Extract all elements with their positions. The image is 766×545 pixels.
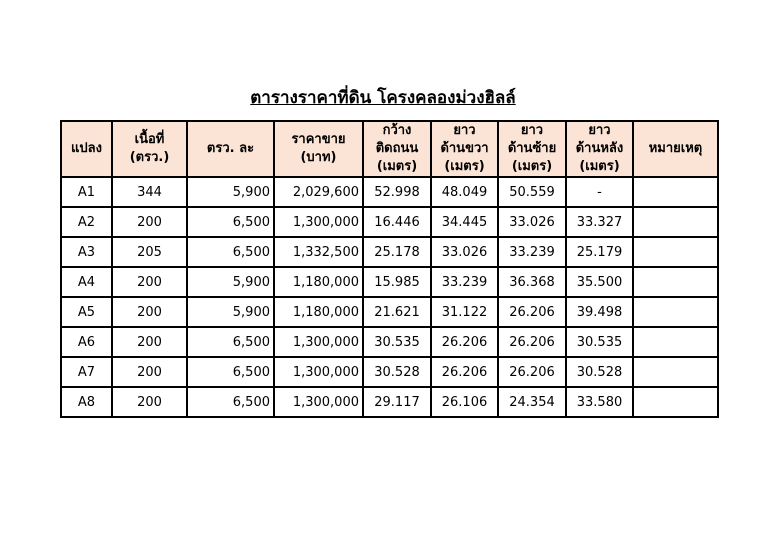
table-row xyxy=(61,237,718,267)
table-cell xyxy=(633,297,718,327)
table-cell: 26.206 xyxy=(431,327,498,357)
table-cell: 1,300,000 xyxy=(274,207,363,237)
column-header: แปลง xyxy=(61,121,112,177)
table-cell: 16.446 xyxy=(363,207,431,237)
table-cell: 33.239 xyxy=(431,267,498,297)
column-header: กว้าง ติดถนน (เมตร) xyxy=(363,121,431,177)
table-cell: A4 xyxy=(61,267,112,297)
table-cell: 200 xyxy=(112,297,187,327)
table-cell: A5 xyxy=(61,297,112,327)
table-cell: A1 xyxy=(61,177,112,207)
table-cell: 33.580 xyxy=(566,387,633,417)
table-cell xyxy=(633,327,718,357)
table-cell: 205 xyxy=(112,237,187,267)
table-cell: - xyxy=(566,177,633,207)
table-cell: 6,500 xyxy=(187,357,274,387)
column-header: เนื้อที่ (ตรว.) xyxy=(112,121,187,177)
table-cell: 33.026 xyxy=(498,207,566,237)
table-cell: 31.122 xyxy=(431,297,498,327)
table-cell: 25.179 xyxy=(566,237,633,267)
column-header: ยาว ด้านหลัง (เมตร) xyxy=(566,121,633,177)
table-cell: 26.206 xyxy=(498,297,566,327)
table-row xyxy=(61,387,718,417)
table-cell: 25.178 xyxy=(363,237,431,267)
table-cell: 30.528 xyxy=(363,357,431,387)
table-cell: 1,300,000 xyxy=(274,327,363,357)
table-row xyxy=(61,177,718,207)
column-header: ตรว. ละ xyxy=(187,121,274,177)
table-cell: 200 xyxy=(112,387,187,417)
table-cell: 50.559 xyxy=(498,177,566,207)
table-cell: 26.206 xyxy=(498,327,566,357)
table-cell xyxy=(633,387,718,417)
column-header: ราคาขาย (บาท) xyxy=(274,121,363,177)
land-price-table xyxy=(60,120,719,418)
table-cell: 33.239 xyxy=(498,237,566,267)
table-row xyxy=(61,357,718,387)
table-cell: A7 xyxy=(61,357,112,387)
table-cell: 52.998 xyxy=(363,177,431,207)
table-cell: 15.985 xyxy=(363,267,431,297)
table-cell: 1,300,000 xyxy=(274,357,363,387)
table-cell: 30.528 xyxy=(566,357,633,387)
table-cell: 33.327 xyxy=(566,207,633,237)
table-cell: 6,500 xyxy=(187,207,274,237)
document-title: ตารางราคาที่ดิน โครงคลองม่วงฮิลล์ xyxy=(250,88,516,108)
table-row xyxy=(61,267,718,297)
table-cell: A3 xyxy=(61,237,112,267)
table-cell: 30.535 xyxy=(363,327,431,357)
column-header: ยาว ด้านซ้าย (เมตร) xyxy=(498,121,566,177)
table-cell: 30.535 xyxy=(566,327,633,357)
table-cell: 6,500 xyxy=(187,237,274,267)
table-cell: 24.354 xyxy=(498,387,566,417)
table-cell: 6,500 xyxy=(187,327,274,357)
table-cell: 200 xyxy=(112,357,187,387)
table-cell: 29.117 xyxy=(363,387,431,417)
table-cell: 200 xyxy=(112,327,187,357)
table-cell: 6,500 xyxy=(187,387,274,417)
table-cell: 34.445 xyxy=(431,207,498,237)
table-cell xyxy=(633,207,718,237)
table-row xyxy=(61,207,718,237)
table-row xyxy=(61,327,718,357)
column-header: หมายเหตุ xyxy=(633,121,718,177)
table-cell: 33.026 xyxy=(431,237,498,267)
table-cell: 36.368 xyxy=(498,267,566,297)
table-cell: 5,900 xyxy=(187,267,274,297)
table-cell: A2 xyxy=(61,207,112,237)
table-cell xyxy=(633,237,718,267)
table-cell: 26.206 xyxy=(431,357,498,387)
table-cell: 1,300,000 xyxy=(274,387,363,417)
table-header xyxy=(61,121,718,177)
table-cell: A8 xyxy=(61,387,112,417)
table-row xyxy=(61,297,718,327)
table-cell xyxy=(633,267,718,297)
table-cell: 5,900 xyxy=(187,297,274,327)
table-cell xyxy=(633,357,718,387)
table-cell: 200 xyxy=(112,207,187,237)
table-cell: 1,180,000 xyxy=(274,267,363,297)
column-header: ยาว ด้านขวา (เมตร) xyxy=(431,121,498,177)
table-cell: 39.498 xyxy=(566,297,633,327)
table-cell: A6 xyxy=(61,327,112,357)
table-cell: 26.206 xyxy=(498,357,566,387)
table-cell: 5,900 xyxy=(187,177,274,207)
table-cell: 21.621 xyxy=(363,297,431,327)
table-body xyxy=(61,177,718,417)
table-cell: 344 xyxy=(112,177,187,207)
table-cell: 35.500 xyxy=(566,267,633,297)
table-cell: 1,332,500 xyxy=(274,237,363,267)
table-cell: 2,029,600 xyxy=(274,177,363,207)
table-cell: 1,180,000 xyxy=(274,297,363,327)
table-cell: 48.049 xyxy=(431,177,498,207)
table-cell: 26.106 xyxy=(431,387,498,417)
table-cell xyxy=(633,177,718,207)
table-cell: 200 xyxy=(112,267,187,297)
